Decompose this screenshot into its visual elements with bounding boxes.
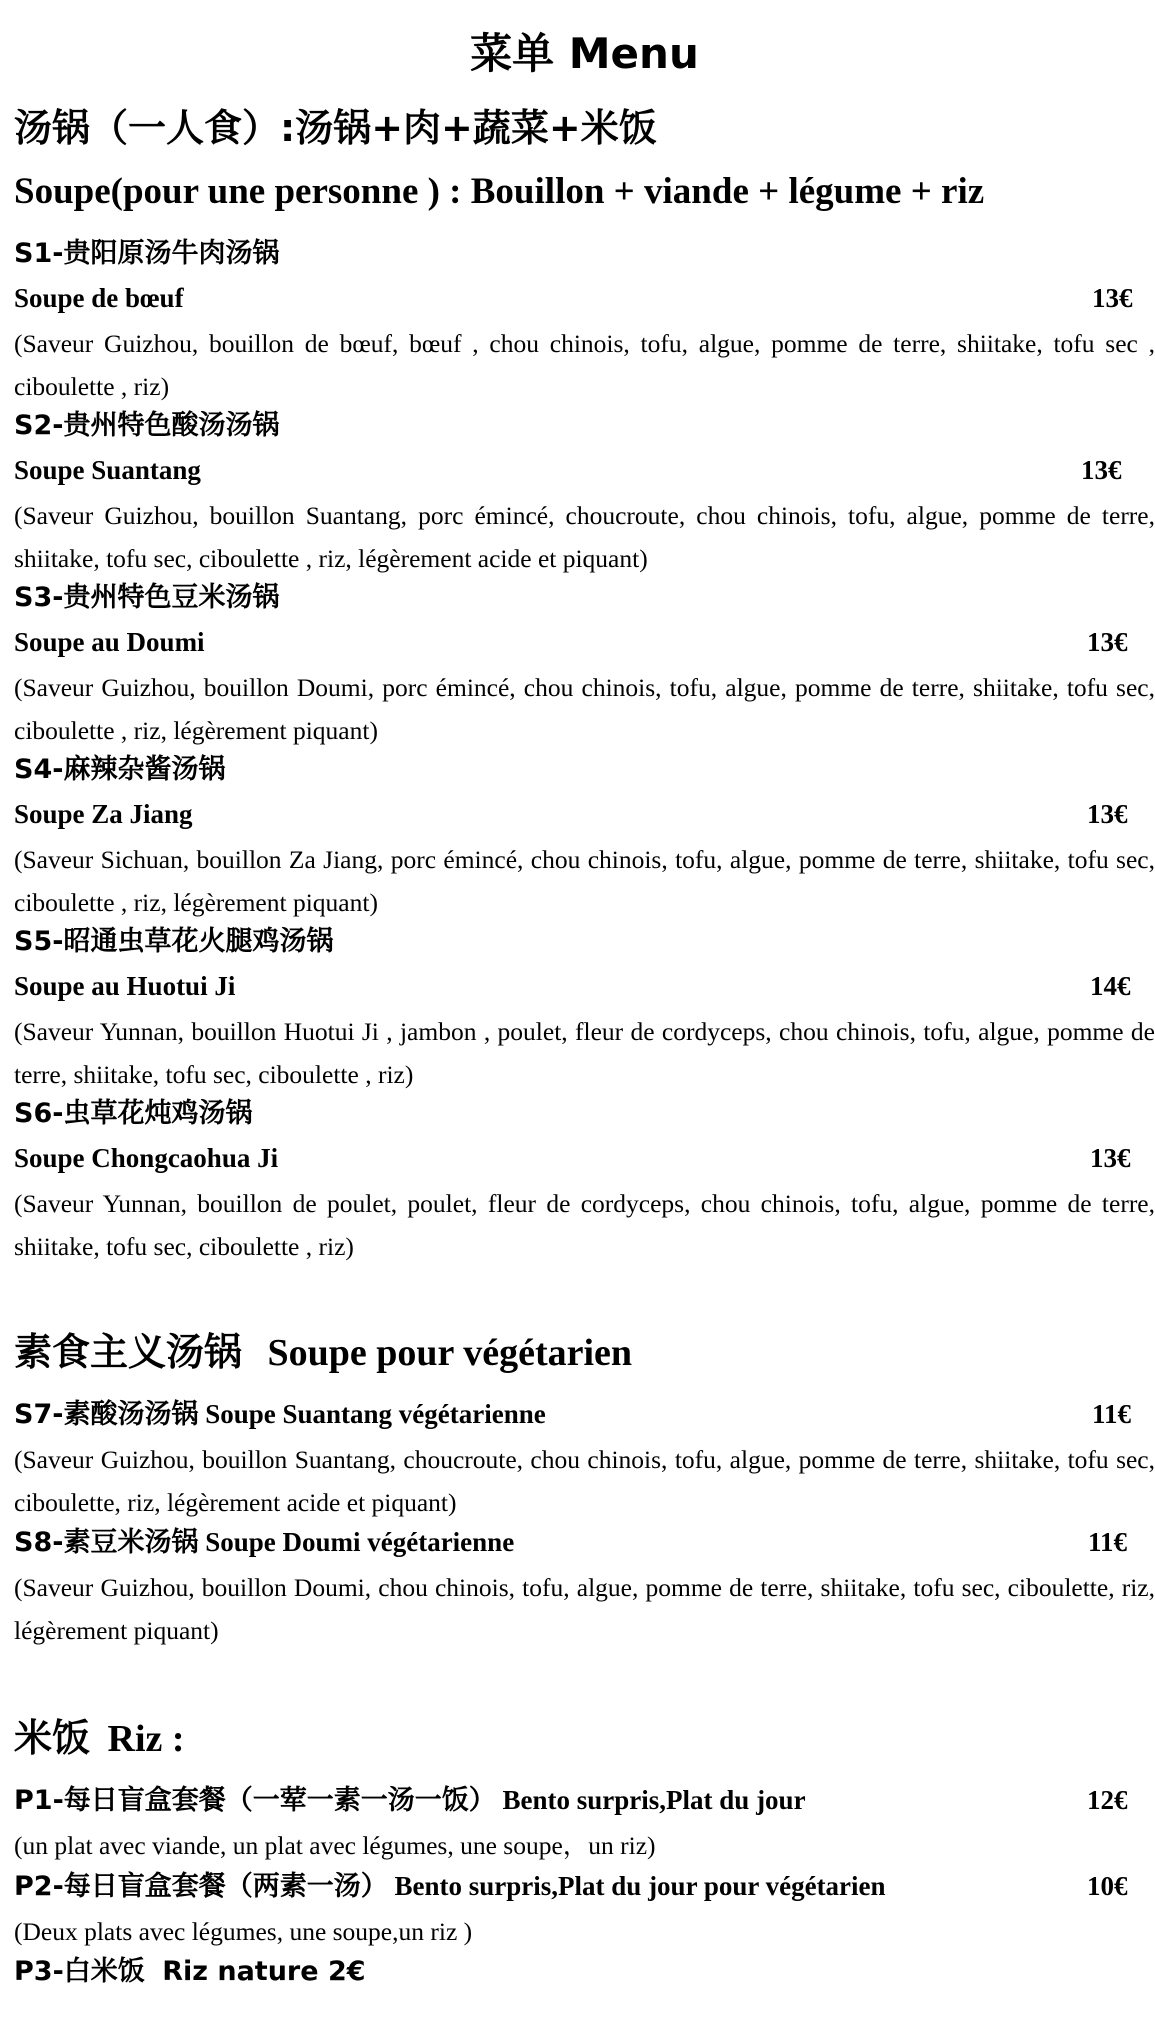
item-price: 11€ <box>1092 1399 1132 1429</box>
item-code: P1-每日盲盒套餐（一荤一素一汤一饭） <box>14 1785 496 1816</box>
item-name: Soupe au Huotui Ji <box>14 971 236 1001</box>
item-description: (Saveur Guizhou, bouillon Doumi, chou chinois, tofu, algue, pomme de terre, shiitake, tofu sec, ciboulette, riz, légèrement piquant) <box>14 1573 1155 1645</box>
item-name: Bento surpris,Plat du jour <box>502 1785 806 1815</box>
item-code: S2-贵州特色酸汤汤锅 <box>14 410 280 441</box>
item-name: Soupe Za Jiang <box>14 799 193 829</box>
item-code: S1-贵阳原汤牛肉汤锅 <box>14 238 280 269</box>
item-name: Soupe Doumi végétarienne <box>205 1527 515 1557</box>
item-title-line <box>14 1782 806 1819</box>
item-description: (Saveur Sichuan, bouillon Za Jiang, porc émincé, chou chinois, tofu, algue, pomme de terre, shiitake, tofu sec, ciboulette , riz, légèrement piquant) <box>14 845 1155 917</box>
item-description: (Saveur Guizhou, bouillon Doumi, porc émincé, chou chinois, tofu, algue, pomme de terre, shiitake, tofu sec, ciboulette , riz, légèrement piquant) <box>14 673 1155 745</box>
veg-heading-fr: Soupe pour végétarien <box>267 1332 633 1374</box>
item-code: S6-虫草花炖鸡汤锅 <box>14 1098 253 1129</box>
item-description: (Deux plats avec légumes, une soupe,un riz ) <box>14 1917 473 1946</box>
item-code: P2-每日盲盒套餐（两素一汤） <box>14 1871 388 1902</box>
item-name: Soupe Suantang végétarienne <box>205 1399 546 1429</box>
item-title-line <box>14 1396 546 1433</box>
item-price: 10€ <box>1087 1871 1128 1901</box>
item-code: S5-昭通虫草花火腿鸡汤锅 <box>14 926 334 957</box>
item-code: S8-素豆米汤锅 <box>14 1527 199 1558</box>
item-price: 13€ <box>1090 1143 1131 1173</box>
rice-heading-cn: 米饭 <box>14 1716 91 1760</box>
item-code: P3-白米饭 <box>14 1956 145 1987</box>
item-price: 12€ <box>1087 1785 1128 1815</box>
soup-heading-cn: 汤锅（一人食）:汤锅+肉+蔬菜+米饭 <box>14 106 657 150</box>
item-price: 14€ <box>1090 971 1131 1001</box>
item-title-line <box>14 1954 366 1990</box>
veg-heading <box>14 1326 632 1379</box>
item-name: Soupe de bœuf <box>14 283 184 313</box>
item-price: 11€ <box>1088 1527 1128 1557</box>
rice-heading <box>14 1712 185 1765</box>
item-description: (Saveur Yunnan, bouillon de poulet, poulet, fleur de cordyceps, chou chinois, tofu, algue, pomme de terre, shiitake, tofu sec, ciboulette , riz) <box>14 1189 1155 1261</box>
rice-heading-fr: Riz : <box>107 1718 185 1760</box>
soup-heading-fr: Soupe(pour une personne ) : Bouillon + viande + légume + riz <box>14 171 985 212</box>
item-description: (Saveur Guizhou, bouillon Suantang, choucroute, chou chinois, tofu, algue, pomme de terre, shiitake, tofu sec, ciboulette, riz, légèrement acide et piquant) <box>14 1445 1155 1517</box>
item-description: (Saveur Guizhou, bouillon de bœuf, bœuf , chou chinois, tofu, algue, pomme de terre, shiitake, tofu sec , ciboulette , riz) <box>14 329 1155 401</box>
item-title-line <box>14 1524 514 1561</box>
item-name: Soupe Chongcaohua Ji <box>14 1143 279 1173</box>
item-description: (Saveur Guizhou, bouillon Suantang, porc émincé, choucroute, chou chinois, tofu, algue, pomme de terre, shiitake, tofu sec, ciboulette , riz, légèrement acide et piquant) <box>14 501 1155 573</box>
item-name: Soupe au Doumi <box>14 627 205 657</box>
item-code: S7-素酸汤汤锅 <box>14 1399 199 1430</box>
item-name: Riz nature 2€ <box>162 1956 366 1987</box>
item-price: 13€ <box>1087 799 1128 829</box>
item-price: 13€ <box>1081 455 1122 485</box>
item-price: 13€ <box>1092 283 1133 313</box>
item-name: Bento surpris,Plat du jour pour végétarien <box>394 1871 886 1901</box>
item-name: Soupe Suantang <box>14 455 201 485</box>
item-description: (un plat avec viande, un plat avec légumes, une soupe，un riz) <box>14 1831 656 1860</box>
veg-heading-cn: 素食主义汤锅 <box>14 1330 243 1374</box>
item-price: 13€ <box>1087 627 1128 657</box>
item-description: (Saveur Yunnan, bouillon Huotui Ji , jambon , poulet, fleur de cordyceps, chou chinois, tofu, algue, pomme de terre, shiitake, tofu sec, ciboulette , riz) <box>14 1017 1155 1089</box>
item-code: S3-贵州特色豆米汤锅 <box>14 582 280 613</box>
item-title-line <box>14 1868 886 1905</box>
item-code: S4-麻辣杂酱汤锅 <box>14 754 226 785</box>
page-title: 菜单 Menu <box>470 29 699 78</box>
